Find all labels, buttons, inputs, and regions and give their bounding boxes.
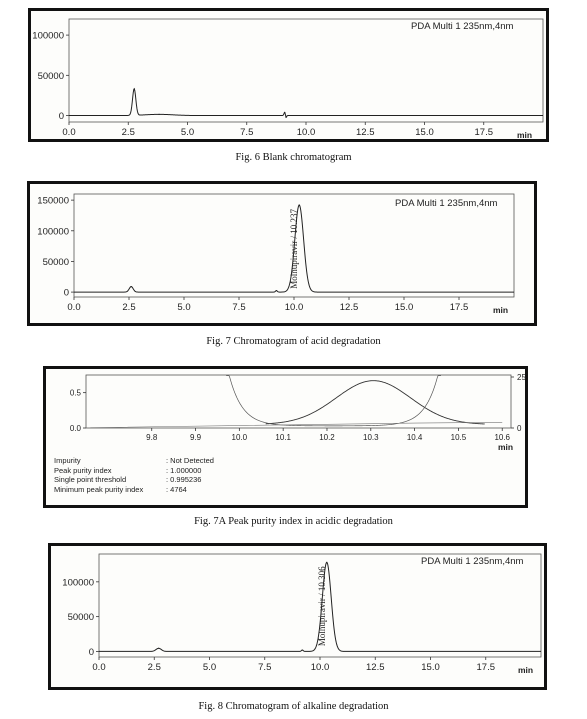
fig7-x-tick-label: 5.0 [177,302,191,313]
fig8-caption: Fig. 8 Chromatogram of alkaline degradation [198,701,389,712]
fig7a-y2-tick-label: 25 [517,373,526,382]
fig8-x-tick-label: 17.5 [476,662,495,673]
fig6-x-tick-label: 12.5 [356,127,375,138]
fig7a-caption: Fig. 7A Peak purity index in acidic degradation [194,516,393,527]
info-value-impurity: : Not Detected [166,456,214,465]
fig6-detector-header: PDA Multi 1 235nm,4nm [411,21,514,32]
fig6-caption: Fig. 6 Blank chromatogram [235,152,352,163]
fig6-chromatogram-svg [31,11,546,139]
fig7-y-tick-label: 50000 [42,256,69,268]
purity-info-labels [54,456,143,494]
fig8-x-tick-label: 15.0 [421,662,440,673]
fig6-peak-apex [284,112,285,113]
fig6-x-tick-label: 15.0 [415,127,434,138]
fig7-detector-header: PDA Multi 1 235nm,4nm [395,198,498,209]
fig7a-x-axis-unit: min [498,442,514,452]
fig8-x-tick-label: 10.0 [310,662,330,673]
fig8-x-tick-label: 7.5 [258,662,272,673]
fig8-peak-label: Molnupiravir / 10.306 [316,566,327,647]
fig7-x-tick-label: 15.0 [394,302,414,313]
fig7-x-tick-label: 7.5 [232,302,246,313]
fig8-x-axis-unit: min [518,665,534,675]
fig7a-y-tick-label: 0.5 [69,388,81,398]
fig8-peak-apex [158,648,159,649]
fig7a-chart-panel [43,366,528,508]
fig7-x-axis-unit: min [493,305,509,315]
fig7-x-tick-label: 2.5 [122,302,136,313]
fig7a-x-tick-label: 10.0 [231,433,248,442]
fig7-caption: Fig. 7 Chromatogram of acid degradation [206,336,381,347]
fig7a-x-tick-label: 9.9 [189,433,202,442]
fig6-y-tick-label: 0 [58,111,64,123]
fig7a-purity-svg [46,369,525,455]
fig7-x-tick-label: 10.0 [284,302,304,313]
fig7a-baseline-ramp [90,422,502,427]
fig8-chart-panel [48,543,547,690]
fig6-x-axis-unit: min [517,130,533,140]
fig8-x-tick-label: 12.5 [366,662,385,673]
fig7-y-tick-label: 150000 [37,195,69,207]
info-value-threshold: : 0.995236 [166,475,202,484]
fig7-peak-apex [299,204,300,205]
fig6-chromatogram-trace [69,89,543,118]
fig8-x-tick-label: 5.0 [202,662,217,673]
fig8-y-tick-label: 100000 [62,577,94,589]
info-label-min-index: Minimum peak purity index [54,484,144,494]
fig6-peak-apex [134,88,135,89]
fig7-x-tick-label: 0.0 [67,302,81,313]
fig7-y-tick-label: 100000 [37,226,69,238]
fig8-detector-header: PDA Multi 1 235nm,4nm [421,556,524,567]
fig7a-x-tick-label: 10.1 [275,433,291,442]
fig7a-x-tick-label: 10.5 [450,433,467,442]
fig7-chart-panel [27,181,537,326]
fig6-y-tick-label: 100000 [32,30,64,42]
fig6-x-tick-label: 2.5 [121,127,135,138]
fig8-x-tick-label: 2.5 [147,662,161,673]
info-value-min-index: : 4764 [166,484,187,494]
fig8-y-tick-label: 50000 [67,612,94,624]
fig7-peak-label: Molnupiravir / 10.237 [289,209,300,289]
fig6-chart-panel [28,8,549,142]
fig6-x-tick-label: 0.0 [62,127,76,138]
fig8-x-tick-label: 0.0 [92,662,106,673]
fig7-chromatogram-svg [30,184,534,323]
fig7a-threshold-curve [226,376,441,426]
fig8-chromatogram-svg [51,546,544,687]
fig6-x-tick-label: 7.5 [240,127,254,138]
fig7a-x-tick-label: 10.6 [494,433,511,442]
fig6-peak-apex [158,114,159,115]
fig7-x-tick-label: 17.5 [449,302,469,313]
fig6-x-tick-label: 5.0 [180,127,195,138]
fig7a-x-tick-label: 10.4 [406,433,423,442]
fig7a-y2-tick-label: 0 [517,424,522,433]
fig8-y-tick-label: 0 [88,646,94,658]
fig7-peak-apex [131,286,132,287]
info-label-threshold: Single point threshold [54,475,127,484]
fig6-x-tick-label: 10.0 [296,127,316,138]
fig7a-x-tick-label: 10.3 [363,433,379,442]
info-label-purity-index: Peak purity index [54,465,112,475]
fig7-y-tick-label: 0 [63,287,69,299]
fig7-x-tick-label: 12.5 [339,302,359,313]
fig6-plot-frame [69,19,543,122]
fig7a-x-tick-label: 10.2 [319,433,335,442]
fig6-x-tick-label: 17.5 [474,127,493,138]
fig8-peak-apex [326,562,327,563]
info-label-impurity: Impurity [54,456,81,465]
fig8-peak-apex [302,649,303,650]
info-value-purity-index: : 1.000000 [166,465,202,475]
fig7a-purity-curve [266,381,485,424]
purity-info-values [166,456,214,494]
fig7a-plot-frame [86,375,511,428]
fig7a-x-tick-label: 9.8 [146,433,158,442]
fig6-y-tick-label: 50000 [37,70,64,82]
fig7a-y-tick-label: 0.0 [69,424,81,433]
fig7-peak-apex [276,290,277,291]
